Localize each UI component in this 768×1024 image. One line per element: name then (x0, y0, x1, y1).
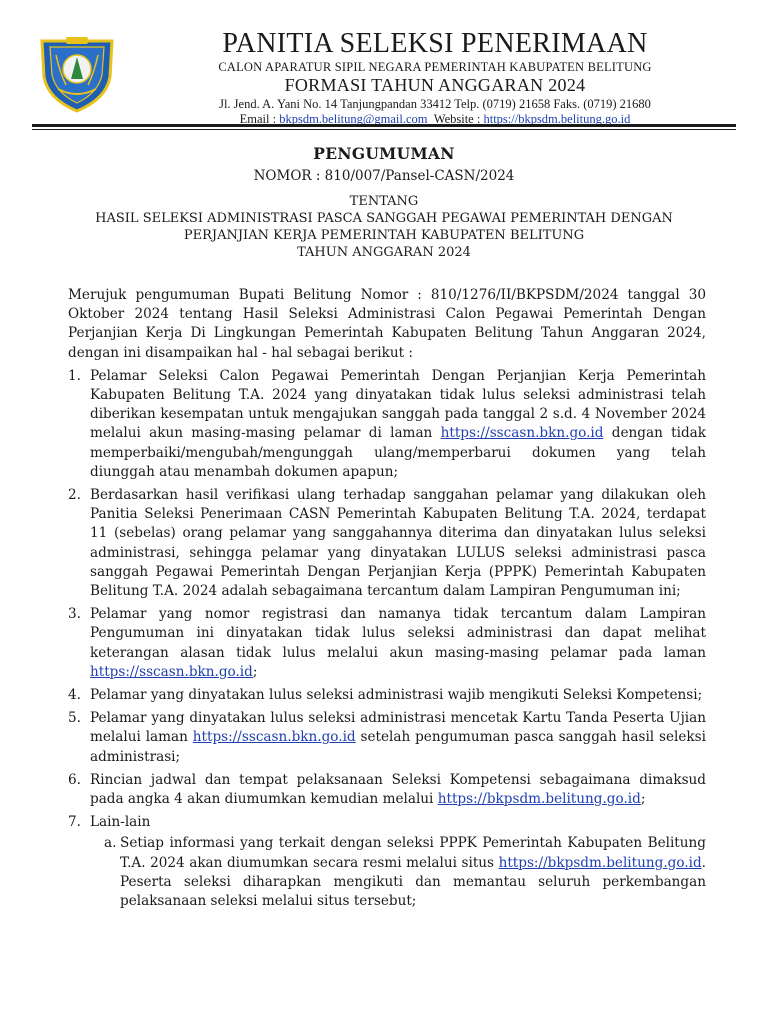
sscasn-link[interactable]: https://sscasn.bkn.go.id (192, 729, 356, 746)
list-item (68, 771, 706, 809)
item-text: Berdasarkan hasil verifikasi ulang terhadap sanggahan pelamar yang dilakukan oleh Panitia Seleksi Penerimaan CASN Pemerintah Kabupaten Belitung T.A. 2024, terdapat 11 (sebelas) orang pelamar yang sanggahannya diterima dan dinyatakan lulus seleksi administrasi, sehingga pelamar yang dinyatakan LULUS seleksi administrasi pasca sanggah Pegawai Pemerintah Dengan Perjanjian Kerja (PPPK) Pemerintah Kabupaten Belitung T.A. 2024 adalah sebagaimana tercantum dalam Lampiran Pengumuman ini; (90, 487, 706, 600)
letterhead-rule-thick (32, 124, 736, 127)
bkpsdm-link[interactable]: https://bkpsdm.belitung.go.id (498, 854, 702, 871)
item-text: Pelamar Seleksi Calon Pegawai Pemerintah Dengan Perjanjian Kerja Pemerintah Kabupaten Belitung T.A. 2024 yang dinyatakan tidak lulus seleksi administrasi telah diberikan kesempatan untuk mengajukan sanggah pada tanggal 2 s.d. 4 November 2024 melalui akun masing-masing pelamar di laman (90, 367, 706, 442)
item-number: 3. (68, 606, 81, 623)
letterhead-rule-thin (32, 129, 736, 130)
list-item (68, 686, 706, 705)
item-number: 2. (68, 487, 81, 504)
website-link[interactable]: https://bkpsdm.belitung.go.id (483, 112, 631, 126)
item-text: dengan tidak memperbaiki/mengubah/mengunggah ulang/memperbarui dokumen yang telah diunggah atau menambah dokumen apapun; (90, 425, 706, 480)
item-text: setelah pengumuman pasca sanggah hasil seleksi administrasi; (90, 729, 706, 765)
list-item (68, 486, 706, 601)
letterhead-formasi: FORMASI TAHUN ANGGARAN 2024 (284, 75, 586, 95)
item-text: Pelamar yang dinyatakan lulus seleksi administrasi mencetak Kartu Tanda Peserta Ujian melalui laman (90, 710, 706, 746)
announcement-items (68, 367, 706, 911)
intro-paragraph: Merujuk pengumuman Bupati Belitung Nomor : 810/1276/II/BKPSDM/2024 tanggal 30 Oktober 2024 tentang Hasil Seleksi Administrasi Calon Pegawai Pemerintah Dengan Perjanjian Kerja Di Lingkungan Pemerintah Kabupaten Belitung Tahun Anggaran 2024, dengan ini disampaikan hal - hal sebagai berikut : (68, 287, 706, 361)
announcement-body (68, 286, 706, 915)
email-link[interactable]: bkpsdm.belitung@gmail.com (279, 112, 428, 126)
item-title: Lain-lain (90, 814, 151, 831)
announcement-subject (40, 193, 728, 261)
regency-crest-icon (36, 33, 118, 113)
subject-tentang: TENTANG (349, 194, 419, 209)
list-item (68, 813, 706, 911)
letterhead (150, 28, 720, 126)
subject-line-3: TAHUN ANGGARAN 2024 (297, 245, 471, 260)
sub-item-text: . Peserta seleksi diharapkan mengikuti dan memantau seluruh perkembangan pelaksanaan seleksi melalui situs tersebut; (120, 854, 706, 910)
subject-line-2: PERJANJIAN KERJA PEMERINTAH KABUPATEN BELITUNG (183, 228, 585, 243)
sscasn-link[interactable]: https://sscasn.bkn.go.id (440, 425, 604, 442)
item-number: 7. (68, 814, 81, 831)
item-text: ; (640, 791, 646, 808)
bkpsdm-link[interactable]: https://bkpsdm.belitung.go.id (437, 791, 641, 808)
list-item (68, 605, 706, 682)
item-number: 1. (68, 367, 81, 384)
item-text: Rincian jadwal dan tempat pelaksanaan Seleksi Kompetensi sebagaimana dimaksud pada angka 4 akan diumumkan kemudian melalui (90, 771, 706, 808)
item-number: 6. (68, 771, 81, 788)
announcement-title: PENGUMUMAN (313, 144, 455, 163)
item-number: 4. (68, 687, 81, 704)
subject-line-1: HASIL SELEKSI ADMINISTRASI PASCA SANGGAH PEGAWAI PEMERINTAH DENGAN (95, 211, 673, 226)
announcement-number: NOMOR : 810/007/Pansel-CASN/2024 (253, 168, 515, 184)
letterhead-title: PANITIA SELEKSI PENERIMAAN (222, 28, 648, 59)
letterhead-subtitle: CALON APARATUR SIPIL NEGARA PEMERINTAH KABUPATEN BELITUNG (218, 60, 652, 74)
email-label: Email : (239, 112, 280, 126)
sub-item-text: Setiap informasi yang terkait dengan seleksi PPPK Pemerintah Kabupaten Belitung T.A. 2024 akan diumumkan secara resmi melalui situs (120, 835, 706, 871)
list-item (68, 709, 706, 767)
item-text: Pelamar yang nomor registrasi dan namanya tidak tercantum dalam Lampiran Pengumuman ini dinyatakan tidak lulus seleksi administrasi dan dapat melihat keterangan alasan tidak lulus melalui akun masing-masing pelamar pada laman (90, 606, 706, 661)
sscasn-link[interactable]: https://sscasn.bkn.go.id (90, 663, 253, 680)
item-text: Pelamar yang dinyatakan lulus seleksi administrasi wajib mengikuti Seleksi Kompetensi; (90, 687, 703, 704)
website-label: Website : (433, 112, 484, 126)
list-item (68, 367, 706, 482)
letterhead-address: Jl. Jend. A. Yani No. 14 Tanjungpandan 33412 Telp. (0719) 21658 Faks. (0719) 21680 (219, 97, 651, 111)
item-number: 5. (68, 710, 81, 727)
sub-item-letter: a. (104, 835, 117, 852)
item-text: ; (252, 663, 258, 680)
sub-item-a (90, 834, 706, 911)
